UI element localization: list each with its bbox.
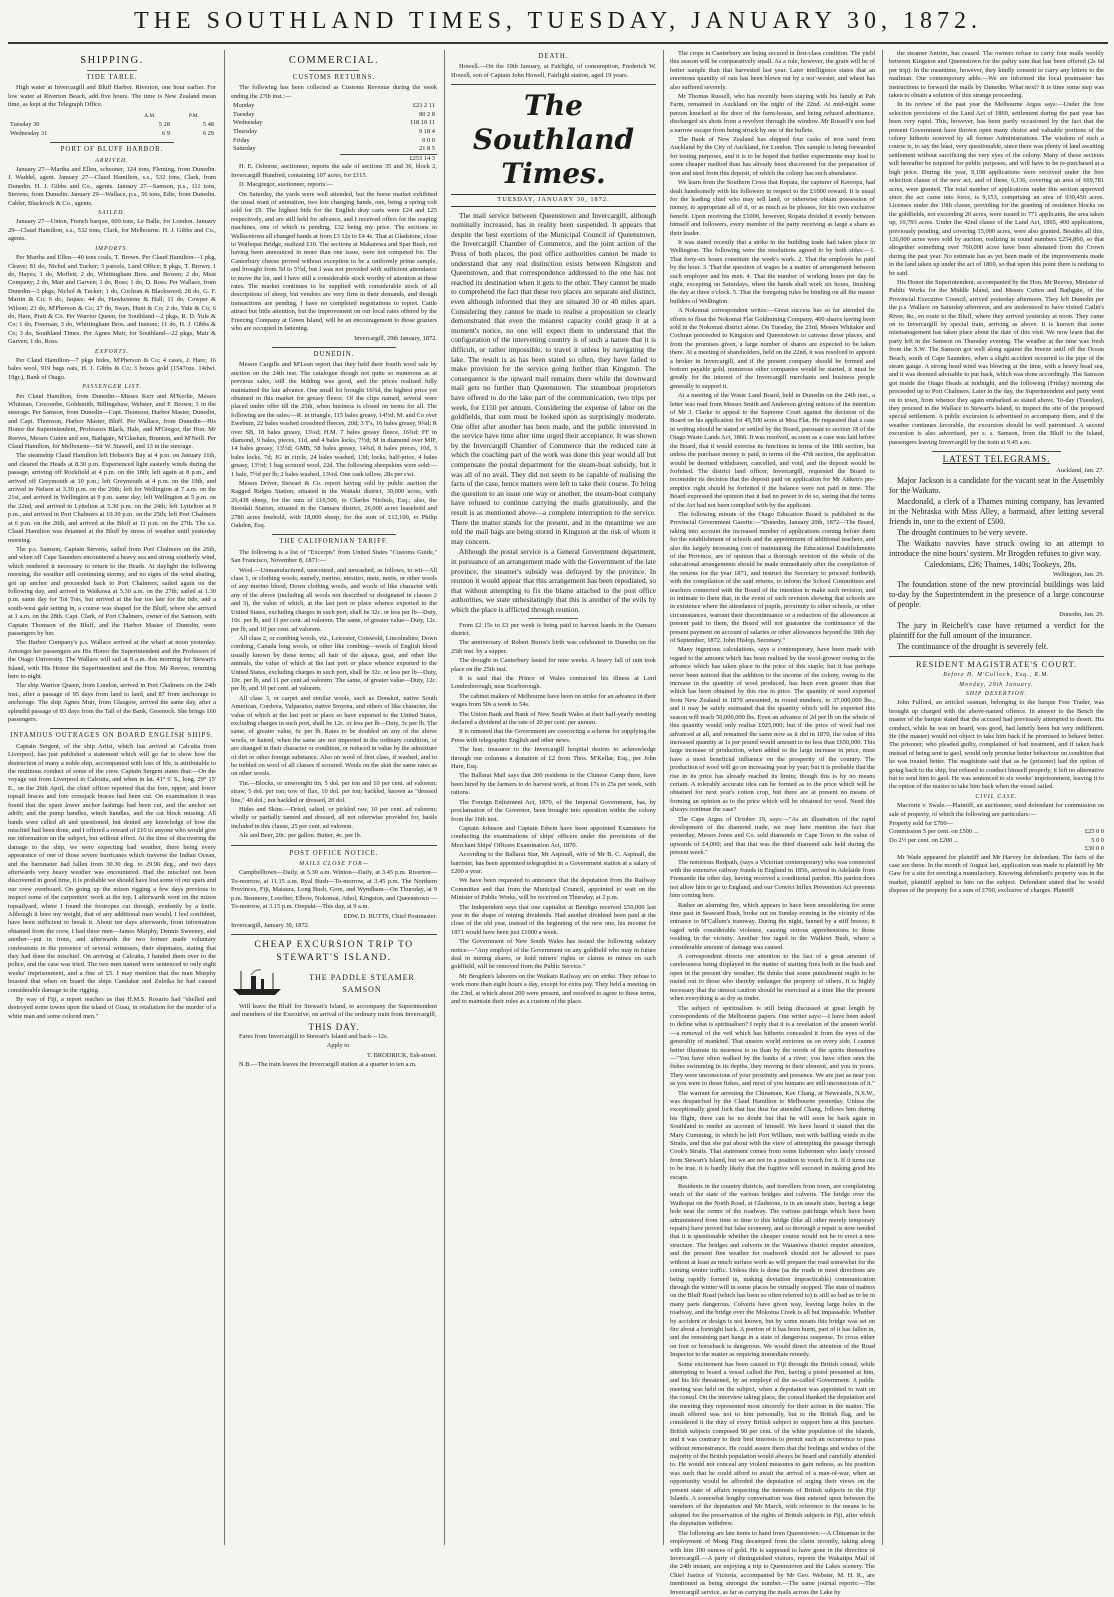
amount-label: Do 2½ per cent. on £200 ... xyxy=(889,836,959,844)
paragraph: The Union Bank and Bank of New South Wales at their half-yearly meeting declared a dividend at the rate of 20 per cent. per annum. xyxy=(451,710,656,727)
paragraph: The subject of spiritualism is still being discussed at great length by correspondents of the Melbourne papers. One writer says:—I have been asked to define what is spiritualism? I reply that it is a revelation of the unseen world—a removal of the veil which has hitherto concealed it from the eyes of the generality of mankind. That unseen world environs us on every side. I cannot better illustrate its nearness to us than by the words of the spirits themselves—"You have often walked by the banks of a river; you have often seen the fishes swimming in its depths, they moving in their element, and you in yours. They were unconscious of your proximity and presence. We are just as near you as you were to those fishes, and most of you humans are still unconscious of it." xyxy=(670,1004,875,1088)
customs-amount: 9 18 4 xyxy=(419,128,435,135)
tide-header: P.M. xyxy=(188,112,199,119)
paragraph: Campbelltown—Daily, at 5.30 a.m. Winton—Daily, at 3.45 p.m. Riverton—To-morrow, at 11.15 a.m. Ryal Bush—To-morrow, at 3.45 p.m. The Northern Provinces, Fiji, Mataura, Long Bush, Gore, and Wyndham—On Thursday, at 9 p.m. Benmore, Lowther, Elbow, Nokomai, Athol, Kingston, and Queenstown — To-morrow, at 3.15 p.m. Orepuki—This day, at 9 a.m. xyxy=(231,869,437,911)
imports-text: Per Martha and Ellen—40 tons coals, T. Brown. Per Claud Hamilton—1 pkg, Cleave; 81 do, Nichol and Tucker; 3 parcels, Land Office; 8 pkgs, T. Brown; 1 do, Hayes; 1 do, Moffett; 2 do, Whittingham Bros. and Bowen; 2 do, Meat Company; 2 do, Mair and Garven; 1 do, Ross; 1 do, D. Ross. Per Wallace, from Dunedin—3 pkgs, Nichol & Tucker; 1 do, Cochran & Blackwood; 28 do, G. F. Martin & Co; 6 do, Jaques; 44 do, Hawkestone & Hall; 11 do, Cowper & Wilson; 23 do, M'Pherson & Co; 27 do, Swan, Hunt & Co; 2 do, Yule & Co; 6 do, Hare, Pratt & Co. Per Warrior Queen, for Southland—2 pkgs, R. D. Yule & Co; 1 do, Freeman; 3 do, Whittingham Bros. and Instone; 11 do, H. J. Gibbs & Co; 3 do, Southland Times. Per Agnes Muir, for Southland—22 pkgs, Mair & Garven; 1 do, Ross. xyxy=(8,254,216,346)
paragraph: Captain Johnson and Captain Edwin have been appointed Examiners for conducting the examinations of ships' officers under the provisions of the Merchant Ships' Officers Examination Act, 1870. xyxy=(451,824,656,849)
excursion-apply: Apply to xyxy=(326,1042,350,1050)
paragraph: Messrs Cargills and M'Lean report that they held their fourth wool sale by auction on the 24th inst. The catalogue though not quite so numerous as at previous sales, still the bidding was good, and the prices realised fully maintained the late advance. One small lot brought 16¾d, the highest price yet obtained in this market for greasy fleece. Of the clips named, several were placed under offer till the 25th, when business is closed on terms for all. The following are the sales:—R. in triangle, 115 bales greasy, 14½d; M. and Co over Ewebum, 22 bales washed crossbred fleeces, 20d; 3 T's, 16 bales greasy, 9¾d; R over SB, 18 bales greasy, 13¼d; H.M. 7 bales greasy fleece, 16¾d; FF in diamond, 9 bales, pieces, 11d, and 4 bales locks, 7½d; M in diamond over MIF, 14 bales greasy, 13½d; GMB, 58 bales greasy, 14¾d, 8 bales pieces, 10d, 3 bales locks, 7d; JG in circle, 24 bales washed, 13d; locks, half-price, 4 bales greasy, 13½d; 1 bag scoured wool, 22d. The following sheepskins were sold:—1 bale, 7½d per lb; 2 bales washed, 13¼d. One cask tallow, 28s per cwt. xyxy=(231,361,437,478)
customs-total: £253 14 3 xyxy=(340,154,437,163)
customs-table xyxy=(231,102,437,163)
paragraph: H. E. Osborne, auctioneer, reports the sale of sections 35 and 36, block 2, Invercargill Hundred, containing 107 acres, for £115. xyxy=(231,163,437,179)
post-office-sub: MAILS CLOSE FOR— xyxy=(299,861,369,868)
paragraph: The Government of New South Wales has issued the following salutary notice:—"Any employé of the Government on any goldfield who may in future deal in mining shares, or hold miners' rights or claims to mines on such goldfield, will be removed from the Public Service." xyxy=(451,938,656,971)
paragraph: In its review of the past year the Melbourne Argus says:—Under the free selection provisions of the Land Act of 1869, settlement during the past year has been very rapid. This, however, has been partly occasioned by the fact that the present Government have thrown open many choice and valuable portions of the colony hitherto reserved by all former Administrations. The wisdom of such a course is, to say the least, very questionable, since there was plenty of land awaiting settlement without sacrificing the very eyes of the colony. Many of these sections will hereafter be required for public purposes, and will have to be re-purchased at a high price. During the year, 9,198 applications were received under the free selection clause of the new act, and of these, 6,136, covering an area of 609,781 acres, were granted. The total number of applications under this section approved since the act came into force, is 9,153, comprising an area of 930,450 acres. Licenses under the 19th clause, providing for the granting of residence blocks on the goldfields, not exceeding 20 acres, were issued to 771 applicants, the area taken up, 10,793 acres. Under the 42nd clause of the Land Act, 1865, 400 applications, previously pending, and covering 15,000 acres, were also granted. Besides all this, 126,000 acres were sold by auction, realizing in round numbers £254,860, so that altogether something over 760,000 acres have been alienated from the Crown during the past year. No estimate has as yet been made of the improvements made in the land taken up under the act of 1869, so that upon this point there is nothing to be said. xyxy=(889,101,1104,277)
table-row xyxy=(231,145,437,154)
amount-value: £25 0 0 xyxy=(1084,828,1104,836)
paragraph: The steamship Claud Hamilton left Hobson's Bay at 4 p.m. on January 11th, and cleared the Heads at 8.30 p.m. Experienced light easterly winds during the passage, arriving off Rockfield at 4 p.m. on the 18th; left again at 8 p.m., and arrived off Greymouth at 10 p.m.; left Greymouth at 4 p.m. on the 19th, and arrived in Nelson at 3.30 p.m. on the 20th; left for Wellington at 7 a.m. on the 21st, and arrived in Wellington at 9 p.m. same day; left Wellington at 5 p.m. on the 22nd, and arrived in Lyttelton at 5.30 p.m. on the 24th; left Lyttelton at 9 p.m., and arrived in Port Chalmers at 10.30 p.m. on the 25th; left Port Chalmers at 6 p.m. on the 26th, and arrived at the Bluff at 11 p.m. on the 27th. The s.s. Claud Hamilton was detained at the Bluff by stress of weather until yesterday morning. xyxy=(8,452,216,544)
divider xyxy=(272,534,396,535)
telegram-text: Major Jackson is a candidate for the vacant seat in the Assembly for the Waikato. xyxy=(889,475,1104,495)
paragraph: The Bank of New Zealand has shipped four casks of iron sand from Auckland by the City of Auckland, for London. This sample is being forwarded for testing purposes, and it is to be hoped that further experiments may lead to some cheaper method than has already been discovered for the preparation of iron and steel from this deposit, of which the colony has such abundance. xyxy=(670,136,875,177)
newspaper-page xyxy=(8,0,1108,1596)
customs-amount: 0 0 0 xyxy=(422,136,435,144)
paragraph: N.B.—The train leaves the Invercargill station at a quarter to ten a.m. xyxy=(239,1061,417,1069)
table-row xyxy=(231,102,437,111)
paragraph: Rather an alarming fire, which appears to have been smouldering for some time past in Seaward Bush, broke out on Sunday evening in the vicinity of the entrance to M'Callum's tramway. During the night, fanned by a stiff breeze, it raged with considerable violence, causing serious apprehensions to those residing in the vicinity. Another fire raged in the Waikiwi Bush, where a considerable amount of damage was caused. xyxy=(670,901,875,951)
column-news xyxy=(663,50,881,1596)
paragraph: The warrant for arresting the Chinaman, Kee Chang, at Newcastle, N.S.W., was despatched by the Claud Hamilton to Melbourne yesterday. Unless the exceptionally good luck that has thus far attended Chang, follows him during his flight, there can be no doubt but that he will soon be back again in Southland to render an account of himself. We have heard it stated that the Mary Cumming, in which he left Port William, met with baffling winds in the Straits, and that she put about with the view of attempting the passage through Cook's Straits. That statement comes from some fishermen who lately crossed from Stewart's Island, but we are not in a position to vouch for it. If it turns out to be true, it is hardly likely that the fugitive will succeed in making good his escape. xyxy=(670,1089,875,1181)
table-row xyxy=(231,128,437,137)
sailed-label: SAILED. xyxy=(98,210,126,217)
court-date: Monday, 29th January. xyxy=(959,681,1034,688)
paragraph: The following are late items to hand from Queenstown:—A Chinaman in the employment of Mong Fing decamped from the claim recently, taking along with him 100 ounces of gold. He is supposed to have gone in the direction of Invercargill.—A party of distinguished visitors, reports the Wakatipu Mail of the 24th instant, are enjoying a trip to Queenstown and the Lakes scenery. The Chief Justice of Victoria, accompanied by Mr Geo. Webster, M. H. R., are mentioned as being amongst the number.—The same journal reports:—The Invercargill service, as far as carrying the mails across the Lake by xyxy=(670,1529,875,1596)
paper-title: The Southland Times. xyxy=(472,89,635,191)
paragraph: The crops in Canterbury are being secured in first-class condition. The yield this season will be comparatively small. As a rule, however, the grain will be of better sample than that harvested last year. Later intelligence states that an enormous quantity of oats has been blown out by a nor'-wester, and wheat has also suffered severely. xyxy=(670,50,875,91)
telegram-text: Macdonald, a clerk of a Thames mining company, has levanted in the Nebraska with Miss Alley, a barmaid, after letting several friends in, one to the extent of £500. xyxy=(889,496,1104,526)
court-amount-row xyxy=(889,845,1104,853)
paragraph: The Ballarat Mail says that 200 residents in the Chinese Camp there, have been hired by the farmers to do harvest work, at from 17s to 25s per week, with rations. xyxy=(451,772,656,797)
paragraph: D. Macgregor, auctioneer, reports:— xyxy=(239,181,334,189)
tide-day: Wednesday 31 xyxy=(10,129,48,137)
telegram-place: Auckland, Jan. 27. xyxy=(1056,466,1104,474)
date-line: TUESDAY, JANUARY 30, 1872. xyxy=(451,194,656,206)
shipping-heading: SHIPPING. xyxy=(80,55,144,66)
steamer-line: THE PADDLE STEAMER xyxy=(309,973,415,983)
customs-intro: The following has been collected as Customs Revenue during the week ending the 27th inst.:— xyxy=(231,84,437,100)
paragraph: Tin.—Blocks, or unwrought tin, 5 dol. per ton and 10 per cent. ad valorem; straw, 5 dol. per ton; tow of flax, 10 dol. per ton; hackled, known as "dressed line," 40 dol.; not hackled or dressed, 20 dol. xyxy=(231,779,437,804)
excursion-heading: CHEAP EXCURSION TRIP TO STEWART'S ISLAND. xyxy=(254,940,414,964)
arrived-label: ARRIVED. xyxy=(95,157,129,164)
customs-day: Thursday xyxy=(233,128,258,135)
paragraph: The anniversary of Robert Burns's birth was celebrated in Dunedin on the 25th inst. by a supper. xyxy=(451,639,656,655)
paragraph: A Nokomai correspondent writes:—Great success has so far attended the efforts to float the Nokomai Flat Goldmining Company, 400 shares having been sold in the Nokomai district alone. On Tuesday, the 23rd, Messrs Whitaker and Cochran proceeded to Kingston and Queenstown to canvass those places, and from the promises given, a large number of shares are expected to be taken there. At a meeting of shareholders, held on the 22nd, it was resolved to appoint a broker in Invercargill, and if the present company should be formed and bottom payable gold, numerous other companies would be started, it must be greatly for the interest of the Invercargill merchants and business people generally to support it. xyxy=(670,307,875,390)
divider xyxy=(889,656,1104,657)
telegram-text: The drought continues to be very severe. xyxy=(897,527,1028,537)
steamer-block xyxy=(231,967,437,1000)
exports-text: Per Claud Hamilton—7 pkgs hides, M'Pherson & Co; 4 cases, J. Hare; 16 bales wool, 919 bags oats, H. J. Gibbs & Co; 3 boxes gold (1547ozs. 14dwt. 19gr.), Bank of Otago. xyxy=(8,356,216,381)
paragraph: It is rumored that the Government are concocting a scheme for supplying the Press with telegraphic English and other news. xyxy=(451,728,656,744)
steamer-name xyxy=(287,972,437,996)
divider xyxy=(231,845,437,846)
paragraph: The hon. treasurer to the Invercargill hospital desires to acknowledge through our columns a donation of £2 from Thos. M'Kellar, Esq., per John Hare, Esq. xyxy=(451,746,656,771)
paragraph: The cabinet makers of Melbourne have been on strike for an advance in their wages from 50s a week to 54s. xyxy=(451,692,656,709)
column-telegrams xyxy=(882,50,1104,1545)
court-case: SHIP DESERTION. xyxy=(965,690,1028,697)
telegrams-heading: LATEST TELEGRAMS. xyxy=(942,454,1051,465)
amount-label: Property sold for £700— xyxy=(889,820,954,828)
paragraph: Macrorie v. Swale.—Plaintiff, an auctioneer, sued defendant for commission on sale of property, of which the following are particulars:— xyxy=(889,802,1104,818)
telegram-place: Wellington, Jan. 29. xyxy=(1052,570,1104,578)
paragraph: Will leave the Bluff for Stewart's Island, to accompany the Superintendent and members of the Executive, on arrival of the ordinary train from Invercargill, xyxy=(231,1002,437,1019)
telegram-text: The jury in Reichelt's case have returned a verdict for the plaintiff for the full amount of the insurance. xyxy=(889,620,1104,640)
exports-label: EXPORTS. xyxy=(95,348,129,355)
tide-table xyxy=(8,111,216,139)
telegram-text: The continuance of the drought is severely felt. xyxy=(897,641,1049,651)
tide-day: Tuesday 30 xyxy=(10,121,40,129)
paragraph: The following minute of the Otago Education Board is published in the Provincial Government Gazette:—"Dunedin, January 20th, 1872—The Board, taking into account the increased number of applications coming before them for the establishment of schools and the appointment of additional teachers, and also the largely increasing cost of maintaining the Educational Establishments of the Province, are of opinion that a thorough revision of the whole of the educational arrangements should be made immediately after the compilation of the returns for the year 1871, and instruct the Secretary to proceed forthwith with the compilation of the said returns, to inform the School Committees and teachers connected with the Board of the intention to make such revision, and to intimate to them that, in the event of such revision showing that schools are in existence where the attendance of pupils, proximity to other schools, or other circumstances, warrant their discontinuance or a reduction of the allowances at present paid to them, the Board will not guarantee the continuance of the present payment on account of salaries or other allowances beyond the 30th day of September, 1872. John Hislop, Secretary." xyxy=(670,510,875,645)
masthead: THE SOUTHLAND TIMES, TUESDAY, JANUARY 30, 1872. xyxy=(8,8,1108,44)
paragraph: The ship Warrior Queen, from London, arrived in Port Chalmers on the 24th inst., after a passage of 95 days from land to land, and 87 from anchorage to anchorage. The ship Agnes Muir, from Glasgow, arrived the same day, after a splendid passage of 83 days from the Tail of the Bank, Greenock. She brings 160 passengers. xyxy=(8,682,216,724)
divider xyxy=(451,84,656,85)
amount-value: 5 0 0 xyxy=(1091,836,1104,844)
customs-day: Saturday xyxy=(233,145,256,153)
paragraph: From £2 15s to £3 per week is being paid to harvest hands in the Oamaru district. xyxy=(451,621,656,637)
customs-amount: 21 8 5 xyxy=(419,145,435,153)
paragraph: Some excitement has been caused in Fiji through the British consul, while attempting to board a vessel called the Peri, having a pistol presented at him, and his life threatened, by an employé of the so-called Government. A public meeting was held on the subject, when a deputation was appointed to wait on the consul. On the interview taking place, the consul thanked the deputation and the meeting they represented most sincerely for their action in the matter. The insult offered was not to him personally, but to the British flag, and he considered it the duty of every British subject to support him at this juncture. British subjects composed 90 per cent. of the white population of the islands, and it was contrary to their best interests to permit such an occurrence to pass without remonstrance. He could assure them that the feelings and wishes of the majority of the British population would always be heard and carefully attended to. He would not conceal any violent measures to gain redress, as his position was such that he could afford to await the arrival of a man-of-war, when an opportunity would be afforded the deputation of urging their views on the present state of affairs respecting the interests of British subjects in the Fiji Islands. A somewhat lengthy conversation was then entered upon between the members of the deputation and Mr March, with reference to the means to be adopted for the preservation of the rights of British subjects in Fiji, after which the deputation withdrew. xyxy=(670,1360,875,1528)
customs-amount: 80 2 8 xyxy=(419,110,435,118)
passenger-text: Per Claud Hamilton, from Dunedin—Misses Kerr and M'Kerlie, Messrs Whitman, Crocombe, Goldsmith, Billingshaw, Webster, and F. Brown; 3 in the steerage. Per Samson, from Dunedin—Capt. Thomson, Harbor Master, Dunedin, and Capt. Thomson, Harbor Master, Bluff. Per Wallace, from Dunedin—His Honor the Superintendent, Professors Black, Hale, and M'Gregor, the Hon. Mr Reeves, Messrs Cutten and son, Bathgate, M'Glashan, Brunton, and M'Neill. Per Claud Hamilton, for Melbourne—Sir W. Stawell, and 13 in the steerage. xyxy=(8,392,216,451)
tide-table-heading: TIDE TABLE. xyxy=(86,74,138,81)
paragraph: Messrs Driver, Stewart & Co. report having sold by public auction the Ragged Ridges Station, situated in the Waitaki district, 30,000 acres, with 26,438 sheep, for the sum of £16,500, to Charles Nichols, Esq.; also, the Stoodali Station, situated in the Oamaru district, 26,000 acres leasehold and 2780 acres freehold, with 18,000 sheep, for the sum of £12,100, to Philip Oakden, Esq. xyxy=(231,480,437,530)
arrived-text: January 27—Martha and Ellen, schooner, 124 tons, Fleming, from Dunedin. J. Waddel, agent. January 27—Claud Hamilton, s.s., 532 tons, Clark, from Dunedin. H. J. Gibbs and Co., agents. January 27—Samson, p.s., 111 tons, Stevens, from Dunedin. January 29—Wallace, p.s., 56 tons, Edie, from Dunedin. Cabler, Blackrock & Co., agents. xyxy=(8,166,216,207)
dateline: Invercargill, 29th January, 1872. xyxy=(354,334,437,342)
telegram-text: The Waikato navvies have struck owing to an attempt to introduce the nine hours' system. Mr Brogden refuses to give way. xyxy=(889,538,1104,558)
table-row xyxy=(231,137,437,146)
amount-value: £30 0 0 xyxy=(1084,845,1104,853)
paragraph: the steamer Antrim, has ceased. The owners refuse to carry four mails weekly between Kingston and Queenstown for the paltry sum that has been offered (2s 6d per trip). In the meantime, however, they kindly consent to carry any letters to the mailman. Our contemporary adds:—We are informed the local postmaster has instructions to forward the mails by Dunedin. What next? It is time some step was taken to obtain a solution of this strange proceeding. xyxy=(889,50,1104,100)
paragraph: Mr Wade appeared for plaintiff and Mr Harvey for defendant. The facts of the case are these. In the month of August last, application was made to plaintiff by Mr Gaw for a site for erecting a manufactory. Knowing defendant's property was in the market, plaintiff applied to him on the subject. Defendant stated that he would dispose of the property for a sum of £700, exclusive of charges. Plaintiff xyxy=(889,853,1104,895)
column-shipping xyxy=(8,50,222,1545)
divider xyxy=(529,618,578,619)
paragraph: A correspondent directs our attention to the fact of a great amount of carelessness being displayed in the matter of starting fires both in the bush and open in the present dry weather. He thinks that some punishment ought to be meted out to those who thereby endanger the property of others. It is highly necessary that the utmost caution should be exercised at a time like the present when everything is as dry as tinder. xyxy=(670,953,875,1003)
paragraph: According to the Ballarat Star, Mr Aspinall, wife of Mr B. C. Aspinall, the barrister, has been appointed telegraphist in a Government station at a salary of £200 a year. xyxy=(451,851,656,875)
column-editorial xyxy=(444,50,662,1545)
leader-paragraph: Although the postal service is a General Government department, in pursuance of an arrangement made with the Government of the late province, the steamer's subsidy was defrayed by the province. In reunion it would appear that this arrangement has been repudiated, so that without attempting to fix the blame attached to the post office authorities, we state unhesitatingly that this is another of the evils by which the place is afflicted through reunion. xyxy=(451,547,656,614)
paragraph: Residents in the country districts, and travellers from town, are complaining much of the state of the various bridges and culverts. The bridge over the Waihopai on the North Road, at Gladstone, is in an unsafe state, having a large hole near the centre of the roadway. The various patchings which have been administered from time to time to this bridge (like all other merely temporary repairs) have proved but false economy, and so thorough a repair is now needed that it is questionable whether the cheaper course would not be to erect a new structure. The bridges and culverts in the Waianiwa district require attention, and the present fine weather for roadwork should not be allowed to pass without at least as much surface work as will prepare the road somewhat for the coming winter traffic. Unless this is done (as the roads in most directions are being rapidly formed in, making deviation impracticable) communication through the winter will in some places be virtually stopped. The state of matters on the Bluff Road (which has been so often referred to) is still so bad as to be in many parts dangerous. Culverts have given way, leaving large holes in the roadway, and the bridge over the Mokotua Creek is all but impassable. Whether by accident or design is not known, but by some means this bridge was set on fire about a fortnight back. A portion of it has been burnt, part of it has fallen in, and the remaining part hangs in a state of dangerous suspense. To cross either on foot or horseback is dangerous. We would direct the attention of the Road Inspector to the matter as requiring immediate remedy. xyxy=(670,1183,875,1359)
paragraph: Wool.—Unmanufactured, unscoured, and unwashed, as follows, to wit—All class 1, or clothing wools, namely, merino, mestizo, metz, metis, or other wools of any merino blood, Down clothing wools, and wools of like character with any of the above (including all wools not described or designated in classes 2 and 3), the value of which, at the last port or place whence exported to the United States, excluding charges in such port, shall be 32c. or less per lb—Duty, 10c. per lb, and 11 per cent. ad valorem. The same, of greater value—Duty, 12c. per lb, and 10 per cent. ad valorem. xyxy=(231,566,437,633)
divider xyxy=(309,70,358,71)
commercial-heading: COMMERCIAL. xyxy=(288,55,380,66)
column-commercial xyxy=(224,50,443,1545)
leader-paragraph: The mail service between Queenstown and Invercargill, although nominally increased, has in reality been suspended. It appears that despite the best exertions of the Municipal Council of Queenstown, the Invercargill Chamber of Commerce, and the joint action of the Press of both places, the post office authorities cannot be made to understand that any real distinction exists between Kingston and Queenstown, and that correspondence addressed to the one has not reached its destination when it gets to the other. They cannot be made to comprehend the fact that these two places are separate and distinct, even although informed that they are situated 30 or 40 miles apart. Considering they cannot be made to realise a proposition so clearly demonstrated that even the meanest capacity could grasp it at a moment's notice, no one will expect them to understand that the configuration of the intervening country is of such a nature that it is difficult, or rather impossible, to travel it unless by navigating the lake. The result is as has been stated so often, they have failed to make provision for the service going further than Kingston. The consequence is the upward mail remains there while the downward mail gets no further than Queenstown. The steamboat proprietors have offered to do the lake part of the communication, two trips per week, for £150 per annum. Considering the expense of labor on the goldfields, that sum must be looked upon as surprisingly moderate. One offer after another has been made, and the public interested in the service have time after time urged their acceptance. It was shown by the Invercargill Chamber of Commerce that the reduced rate at which the coaching part of the work was done this year would all but compensate the postal department for the steam-boat subsidy, but it was all of no avail. They did not seem to be capable of realising the facts of the case, hence matters were left to take their course. To bring the question to an issue one way or another, the steam-boat company have refused to continue carrying the mails gratuitously, and the result is as mentioned above—a complete interruption to the service. There the matter stands for the present, and in the meantime we are told the mail bags are being stored in Kingston at the risk of whom it may concern. xyxy=(451,210,656,546)
post-office-heading: POST OFFICE NOTICE. xyxy=(289,849,379,857)
paragraph: John Fulford, an articled seaman, belonging to the barque Free Trader, was brought up charged with the above-named offence. In answer to the Bench the master of the barque stated that the accused had previously attempted to desert. His conduct, while he was on board, was good, had latterly been but very indifferent. He (the master) would not object to take him back if he promised to behave better. The prisoner, who pleaded guilty, complained of bad treatment, and if taken back instead of being sent to gaol, would only promise better behaviour on condition that he was treated better. The magistrate said that as he (prisoner) had the option of going back to the ship, but refused to conduct himself properly, it left no alternative but to send him to gaol. He was sentenced to six weeks' imprisonment, leaving it to the option of the master to take him back when the vessel sailed. xyxy=(889,699,1104,791)
court-amount-row xyxy=(889,820,1104,828)
table-row xyxy=(231,154,437,163)
divider xyxy=(50,728,175,729)
tide-pm: 6 29 xyxy=(202,129,214,137)
telegram-text: The foundation stone of the new provincial buildings was laid to-day by the Superintendent in the presence of a large concourse of people. xyxy=(889,580,1104,610)
steamer-line: SAMSON xyxy=(342,985,382,995)
paragraph: Captain Sergent, of the ship Artist, which has arrived at Calcutta from Liverpool, has just published a statement which will go far to show how the destruction of many a noble ship, accompanied with loss of life, is attributable to the mutinous conduct of some of the crew. Captain Sergent states that:—On the voyage out from Liverpool to Calcutta, and when in lat. 41° 6' S., long. 29° 15' E., on the 26th April, the chief officer reported that the fore, upper, and lower topsail braces and fore crossjack braces had been cut. On examination it was found that the spare lower anchor lashings had been cut, and the anchor set adrift; and the pump handles, winch handles, and the cat block missing. All hands were called aft and questioned, but denied any knowledge of how the mischief had been done, and I offered a reward of £10 to anyone who would give me information on the subject, but without effect. At the time of discovering the damage to the ship, we were expecting bad weather, there being every appearance of one of those severe hurricanes which traverse the Indian Ocean, and the barometer had fallen from 30.30 deg. to 29.96 deg., and two days afterwards very heavy weather was encountered. Had the mischief not been discovered in good time, it is probable we should have lost some of our spars and our crew overboard. On going up the mizen rigging a few days previous to inspect some of the carpenters' work at the top, I afterwards went on the mizen topsailyard, where I found the footropes cut through, evidently by a knife. Although it bore my weight, that of any additional man would, I feel confident, have been sufficient to break it. About ten days afterwards, from information obtained from the crew, I had three men—James Murphy, Dennis Sweeney, and another—put in irons, and afterwards the two former made voluntary confessions in the presence of several witnesses, their shipmates, stating that they had done the mischief. On arriving at Calcutta, I handed them over to the police, and the case was tried. The two men named were sentenced to only eight weeks' imprisonment, and a fine of £5. I may mention that the man Murphy boasted that when on board the ships Candahar and Zuleika he had caused considerable damage to the rigging. xyxy=(8,742,217,994)
imports-label: IMPORTS. xyxy=(95,245,129,252)
tariff-heading: THE CALIFORNIAN TARIFF. xyxy=(279,538,389,546)
tide-pm: 5 48 xyxy=(202,121,214,129)
passenger-label: PASSENGER LIST. xyxy=(82,384,142,391)
paragraph: Howell.—On the 19th January, at Fairlight, of consumption, Frederick W. Howell, son of Captain John Howell, Fairlight station, aged 19 years. xyxy=(451,63,656,79)
dunedin-heading: DUNEDIN. xyxy=(313,350,355,358)
tide-header: A.M. xyxy=(144,112,156,119)
paragraph: The Harbor Company's p.s. Wallace arrived at the wharf at noon yesterday. Amongst her passengers are His Honor the Superintendent and the Professors of the Otago University. The Wallace will sail at 8 a.m. this morning for Stewart's Island, with His Honor the Superintendent and the Hon. Mr Reeves, returning here to-night. xyxy=(8,639,216,680)
divider xyxy=(50,142,175,143)
table-row xyxy=(231,119,437,128)
table-row xyxy=(8,130,216,139)
telegram-place: Dunedin, Jan. 29. xyxy=(1059,611,1104,619)
excursion-day: THIS DAY. xyxy=(308,1021,360,1032)
paragraph: All class 2, or combing wools, viz., Leicester, Cotswold, Lincolnshire, Down combing, Canada long wools, or other like combing—wools of English blood usually known by these terms; all hair of the alpaca, goat, and other like animals, the value of which at the last port or place whence exported to the United States, excluding charges in such port, shall be 32c. or less per lb—Duty, 10c. per lb, and 11 per cent ad valorem. The same, of greater value—Duty, 12c. per lb, and 10 per cent. ad valorem. xyxy=(231,634,437,693)
tide-intro: High water at Invercargill and Bluff Harbor. Riverton, one hour earlier. For low water at Riverton Beach, add five hours. The time is New Zealand mean time, as kept at the Telegraph Office. xyxy=(8,84,216,109)
divider xyxy=(272,347,396,348)
table-row xyxy=(231,111,437,120)
amount-label: Commission 5 per cent. on £500 ... xyxy=(889,828,979,836)
paragraph: Hides and Skins.—Dried, salted, or pickled raw, 10 per cent. ad valorem; wholly or partially tanned and dressed, all not otherwise provided for, basils included in this clause, 25 per cent. ad valorem. xyxy=(231,806,437,830)
paragraph: The Cape Argus of October 19, says:—"As an illustration of the rapid development of the diamond trade, we may here mention the fact that yesterday, Messrs Jones and Co. sold diamonds in Cape Town to the value of upwards of £4,000; and that that was the third diamond sale held during the present week." xyxy=(670,815,875,857)
outrage-heading: INFAMOUS OUTRAGES ON BOARD ENGLISH SHIPS. xyxy=(10,732,214,740)
post-office-date: Invercargill, January 30, 1872. xyxy=(231,921,310,929)
paragraph: Mr Thomas Russell, who has recently been staying with his family at Pah Farm, remained in Auckland on the night of the 22nd. At mid-night some person knocked at the door of the farm-house, and being refused admittance, discharged six shots from a revolver through the window. Mr Russell's son had a narrow escape from being struck by one of the bullets. xyxy=(670,93,875,134)
customs-amount: 118 10 11 xyxy=(409,119,435,127)
customs-day: Tuesday xyxy=(233,110,255,118)
steamer-ship-icon xyxy=(231,967,283,1000)
telegram-text: Caledonians, £26; Thames, 140s; Tookeys, 28s. xyxy=(924,559,1077,569)
excursion-agent: T. BRODRICK, Esk-street. xyxy=(367,1051,437,1059)
tide-am: 5 28 xyxy=(158,121,170,129)
port-heading: PORT OF BLUFF HARBOR. xyxy=(60,146,164,154)
paragraph: On Saturday, the yards were well attended, but the horse market exhibited the usual want of animation, two lots changing hands, one, being a spring colt sold for £9. The highest bids for the English dray carts were £24 and £25 respectively, and are still held for advance, and I received offers for the reaping machines, one of which is pending, £32 being my price. The sections in Wallacetown all changed hands at from £3 12s to £4 4s. That at Gladstone, close to Waihopai Bridge, realized £10. The sections at Makarewa and Spar Bush, not having been announced in more than one issue, were not competed for. The Canterbury cheese proved without exception to be a uniformly prime sample, and brought from 5d to 5½d, but I was not provided with sufficient attendance to move the lot, and I have still a considerable stock worthy of attention at these rates. The market continues to be supplied with considerable stock of all descriptions of sheep, but vendors are very firm in their demands, and though transactions are pending, I have no completed negotiations to report. Cattle attract but little attention, but the improvement on our local rates offered by the Freezing Company at Green Island, will be an encouragement to those graziers who are occupied in fattening. xyxy=(231,190,437,333)
paragraph: Mr Brogden's laborers on the Waikato Railway are on strike. They refuse to work more than eight hours a day, except for extra pay. They held a meeting on the 23rd, at which about 200 were present, and resolved to agree to these terms, and to maintain their rules as a custom of the place. xyxy=(451,972,656,1006)
customs-day: Friday xyxy=(233,136,250,144)
paragraph: At a meeting of the Waste Land Board, held in Dunedin on the 24th inst., a letter was read from Messrs Smith and Anderson giving notices of the intention of Mr J. Clarke to appeal to the Supreme Court against the decision of the Board on his application for 45,500 acres at Moa Flat. He requested that a case in writing should be stated or settled by the Board, pursuant to section 18 of the Otago Waste Lands Act, 1866. It was resolved, as soon as a case was laid before the Board, that it would exercise its functions in terms of the 18th section, but unless the purchase money is paid, in terms of the 47th section, the application would be deemed withdrawn, cancelled, and void, and the deposit would be forfeited. The district land officer, Invercargill, requested the Board to reconsider its decision that the deposit paid on application for Mr Aitken's pre-emptive right should be forfeited if the balance were not paid in time. The Board expressed the opinion that it had no power to do so, seeing that the terms of the Act had not been complied with by the applicant. xyxy=(670,392,875,509)
court-amount-row xyxy=(889,837,1104,845)
court-amount-row xyxy=(889,828,1104,836)
death-heading: DEATH. xyxy=(538,53,569,60)
paragraph: Fares from Invercargill to Stewart's Island and back—12s. xyxy=(239,1032,389,1040)
tide-header xyxy=(8,111,128,121)
paragraph: We learn from the Southern Cross that Ropata, the capturer of Kereopa, had dealt handsomely with his followers in respect to the £1000 reward. It is usual for the leading chief who may sell land, or otherwise obtain possession of money, to appropriate all of it, or as much as he pleases, for his own exclusive benefit. Upon receiving the £1000, however, Ropata divided it evenly between himself and followers, every member of the party receiving as large a share as their leader. xyxy=(670,179,875,237)
post-office-sign: EDW. D. BUTTS, Chief Postmaster. xyxy=(343,912,437,920)
paragraph: The Independent says that one capitalist at Bendigo received £50,000 last year in the shape of mining dividends. Had another dividend been paid at the close of the old year, instead of the beginning of the new one, his income for 1871 would have been just £1000 a week. xyxy=(451,903,656,936)
paragraph: Ale and Beer, 20c. per gallon. Butter, 4c. per lb. xyxy=(239,832,362,840)
paragraph: It was stated recently that a strike in the building trade had taken place in Wellington. The following were the resolutions agreed to by both sides:—1. That forty-six hours constitute the week's work. 2. That the employés be paid by the hour. 3. That the question of wages be a matter of arrangement between each employer and his men. 4. That the number of working hours per day be eight, excepting on Saturdays, when the hands shall work six hours, finishing the day at three o'clock. 5. That the foregoing rules be binding on all the master builders of Wellington. xyxy=(670,238,875,305)
table-row xyxy=(8,121,216,130)
sailed-text: January 27—Union, French barque, 600 tons, Le Balle, for London. January 29—Claud Hamilton, s.s., 532 tons, Clark, for Melbourne. H. J. Gibbs and Co., agents. xyxy=(8,218,216,243)
paragraph: By way of Fiji, a report reaches us that H.M.S. Rosario had "shelled and destroyed some towns upon the island of Guau, in retaliation for the murder of a white man and some colored men." xyxy=(8,996,216,1020)
court-before: Before H. M'Culloch, Esq., R.M. xyxy=(943,672,1050,679)
paragraph: Many ingenious calculations, says a contemporary, have been made with regard to the amount which has been realised by the wool-grower owing to the advance which has taken place in the price of this staple; but it has perhaps never been noticed that the addition to the income of the colony, owing to the increase in the quantity of wool produced, has been even greater than that which has been obtained by this rise in price. The quantity of wool exported from New Zealand in 1870 amounted, in round numbers, to 37,000,000 lbs.; and it may be safely estimated that the quantity which will be exported this season will reach 50,000,000 lbs. Even an advance of 2d per lb on the whole of this quantity would only realise £925,000; but if the price of wool had not advanced at all, and remained the same now as it did in 1870, the value of this increased quantity at 1s per pound would amount to no less than £650,000. This large increase of production, when added to the large increase in price, must have a most beneficial influence on the prosperity of the country. The production of wool will go on increasing year by year; but it is probable that the rise in its price has already reached its limits; though this is by no means certain. A tolerably accurate idea can be formed as to the price which will be obtained for next year's cotton crop, but there are at present no means of forming an opinion as to the price which will be obtained for wool. Need this always continue the case? xyxy=(670,646,875,814)
divider xyxy=(231,934,437,935)
customs-day: Wednesday xyxy=(233,119,263,127)
paragraph: The drought in Canterbury lasted for nine weeks. A heavy fall of rain took place on the 25th inst. xyxy=(451,657,656,673)
paragraph: The notorious Redpath, (says a Victorian contemporary) who was connected with the extensive railway frauds in England in 1856, arrived in Adelaide from Fremantle the other day, having received a conditional pardon. His pardon does not allow him to go to England, and our Convict Influx Prevention Act prevents him coming here. xyxy=(670,858,875,900)
paragraph: The following is a list of "Excerpts" from United States "Customs Guide," San Francisco, November 8, 1871:— xyxy=(231,548,437,565)
divider xyxy=(87,70,137,71)
customs-amount: £23 2 11 xyxy=(412,102,435,110)
customs-heading: CUSTOMS RETURNS. xyxy=(292,74,376,81)
paragraph: All class 3, or carpet and similar wools, such as Donskoi, native South American, Cordova, Valparaiso, native Smyrna, and others of like character, the value of which at the last port or place so have exported to the United States, excluding charges in such port, shall be 12c. or less per lb—Duty, 3c per lb. The same, of greater value, 6c per lb. Rates to be doubled on any of the above wools, or haired, when the same are not imported in the ordinary condition, or are changed in their character or condition, or reduced in value by the admixture of dirt or other foreign substance. Also on wool of first class, if washed, and to be trebled on wool of all classes if scoured. Wools on the skin the same rates as on other wools. xyxy=(231,694,437,778)
tide-am: 6 9 xyxy=(161,129,170,137)
paragraph: The p.s. Samson, Captain Stevens, sailed from Port Chalmers on the 26th, and when off Cape Saunders encountered a heavy sea and strong southerly wind, which rendered it necessary to return to the Heads. At daylight the following morning, the weather still continuing stormy, and no signs of the wind abating, got up anchor and proceeded back to Port Chalmers; sailed again on the following day, and arrived in Waikawa at 5.30 a.m. on the 27th; sailed at 1.30 p.m. same day for Toi Tois, but arrived at the bar too late for the tide, and a south-west gale setting in, a course was shaped for the Bluff, where she arrived at 1 a.m. on the 28th. Capt. Clark, of Port Chalmers, owner of the Samson, with Captain Thomson of the Bluff, and the Harbor Master of Dunedin, were passengers by her. xyxy=(8,545,216,637)
court-heading: RESIDENT MAGISTRATE'S COURT. xyxy=(915,659,1078,669)
paragraph: It is said that the Prince of Wales contracted his illness at Lord Londesborough, near Scarborough. xyxy=(451,675,656,691)
paragraph: The Foreign Enlistment Act, 1870, of the Imperial Government, has, by proclamation of the Governor, been brought into operation within the colony from the 16th inst. xyxy=(451,798,656,823)
paragraph: His Honor the Superintendent, accompanied by the Hon. Mr Reeves, Minister of Public Works for the Middle Island, and Messrs Cutten and Bathgate, of the Provincial Executive Council, arrived yesterday afternoon. They left Dunedin per the p.s. Wallace on Saturday afternoon, and are understood to have visited Catlin's River, &c, en route to the Bluff, where they arrived yesterday at noon. They came on to Invercargill by special train, arriving as above. It is known that some mismanagement has taken place about the date of this visit. We now learn that the party left in the Samson on Thursday evening. The weather at the time was fresh from the S.W. The Samson got well along against the breeze until off the Ocean Beach, south of Cape Saunders, when a slight accident occurred to the pipe of the steam gauge. A strong head wind was blowing at the time, with a heavy head sea, and it was deemed advisable to put back, which was done accordingly. The Samson got inside the Otago Heads at midnight, and the following (Friday) morning she proceeded up to Port Chalmers. Later in the day, the Superintendent and party went on to town, from whence they again embarked as stated above. To-day (Tuesday), they proceed in the Wallace to Stewart's Island, to inspect the site of the proposed special settlement. A public excursion is advertised to accompany them, and if the weather continues favorable, the excursion should be well patronised. A second excursion is also advertised, per s. s. Samson, from the Bluff to the Island, passengers leaving Invercargill by the train at 9.45 a.m. xyxy=(889,278,1104,446)
court-case: CIVIL CASE. xyxy=(975,793,1018,800)
paragraph: We have been requested to announce that the deputation from the Railway Committee and that from the Municipal Council, appointed to wait on the Minister of Public Works, will be received on Thursday, at 2 p.m. xyxy=(451,877,656,902)
customs-day: Monday xyxy=(233,102,255,110)
divider xyxy=(932,451,1061,452)
